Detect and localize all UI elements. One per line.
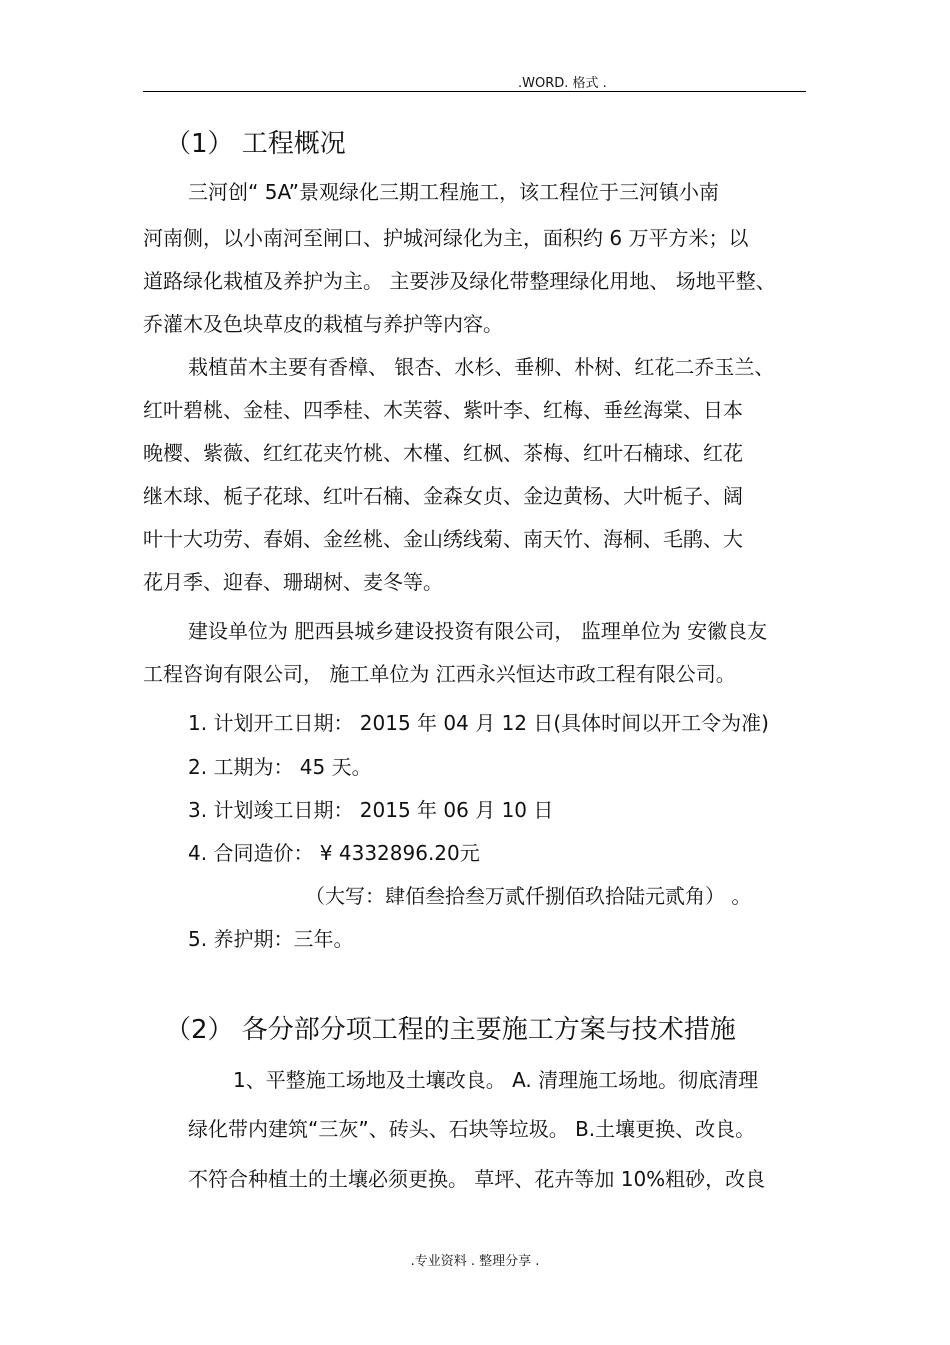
schedule-item: 5. 养护期：三年。 <box>188 927 354 951</box>
section1-p2-line: 花月季、迎春、珊瑚树、麦冬等。 <box>143 570 443 594</box>
page-header: .WORD. 格式 . <box>518 76 607 91</box>
section1-heading: （1） 工程概况 <box>165 129 346 159</box>
section1-p1-line: 三河创“ 5A”景观绿化三期工程施工，该工程位于三河镇小南 <box>188 180 720 204</box>
schedule-item: 3. 计划竣工日期： 2015 年 06 月 10 日 <box>188 798 554 822</box>
schedule-item-note: （大写：肆佰叁拾叁万贰仟捌佰玖拾陆元贰角） 。 <box>305 884 752 908</box>
section1-p1-line: 道路绿化栽植及养护为主。 主要涉及绿化带整理绿化用地、 场地平整、 <box>143 269 776 293</box>
section1-p1-line: 河南侧，以小南河至闸口、护城河绿化为主，面积约 6 万平方米；以 <box>143 226 749 250</box>
section1-p2-line: 栽植苗木主要有香樟、 银杏、水杉、垂柳、朴树、红花二乔玉兰、 <box>188 355 775 379</box>
header-divider <box>143 91 806 92</box>
section2-p1-line: 不符合种植土的土壤必须更换。 草坪、花卉等加 10%粗砂，改良 <box>188 1167 766 1191</box>
section1-p2-line: 继木球、栀子花球、红叶石楠、金森女贞、金边黄杨、大叶栀子、阔 <box>143 484 743 508</box>
section2-p1-line: 绿化带内建筑“三灰”、砖头、石块等垃圾。 B.土壤更换、改良。 <box>188 1117 756 1141</box>
schedule-item: 2. 工期为： 45 天。 <box>188 755 372 779</box>
section1-p2-line: 红叶碧桃、金桂、四季桂、木芙蓉、紫叶李、红梅、垂丝海棠、日本 <box>143 398 743 422</box>
page-footer: .专业资料 . 整理分享 . <box>410 1254 540 1269</box>
section1-p3-line: 工程咨询有限公司， 施工单位为 江西永兴恒达市政工程有限公司。 <box>143 662 736 686</box>
section1-p2-line: 晚樱、紫薇、红红花夹竹桃、木槿、红枫、茶梅、红叶石楠球、红花 <box>143 441 743 465</box>
section2-heading: （2） 各分部分项工程的主要施工方案与技术措施 <box>165 1015 736 1045</box>
section2-p1-line: 1、平整施工场地及土壤改良。 A. 清理施工场地。彻底清理 <box>233 1068 759 1092</box>
schedule-item: 4. 合同造价： ¥ 4332896.20元 <box>188 841 480 865</box>
schedule-item: 1. 计划开工日期： 2015 年 04 月 12 日(具体时间以开工令为准) <box>188 711 769 735</box>
section1-p2-line: 叶十大功劳、春娟、金丝桃、金山绣线菊、南天竹、海桐、毛鹃、大 <box>143 527 743 551</box>
section1-p1-line: 乔灌木及色块草皮的栽植与养护等内容。 <box>143 312 503 336</box>
section1-p3-line: 建设单位为 肥西县城乡建设投资有限公司， 监理单位为 安徽良友 <box>188 619 768 643</box>
